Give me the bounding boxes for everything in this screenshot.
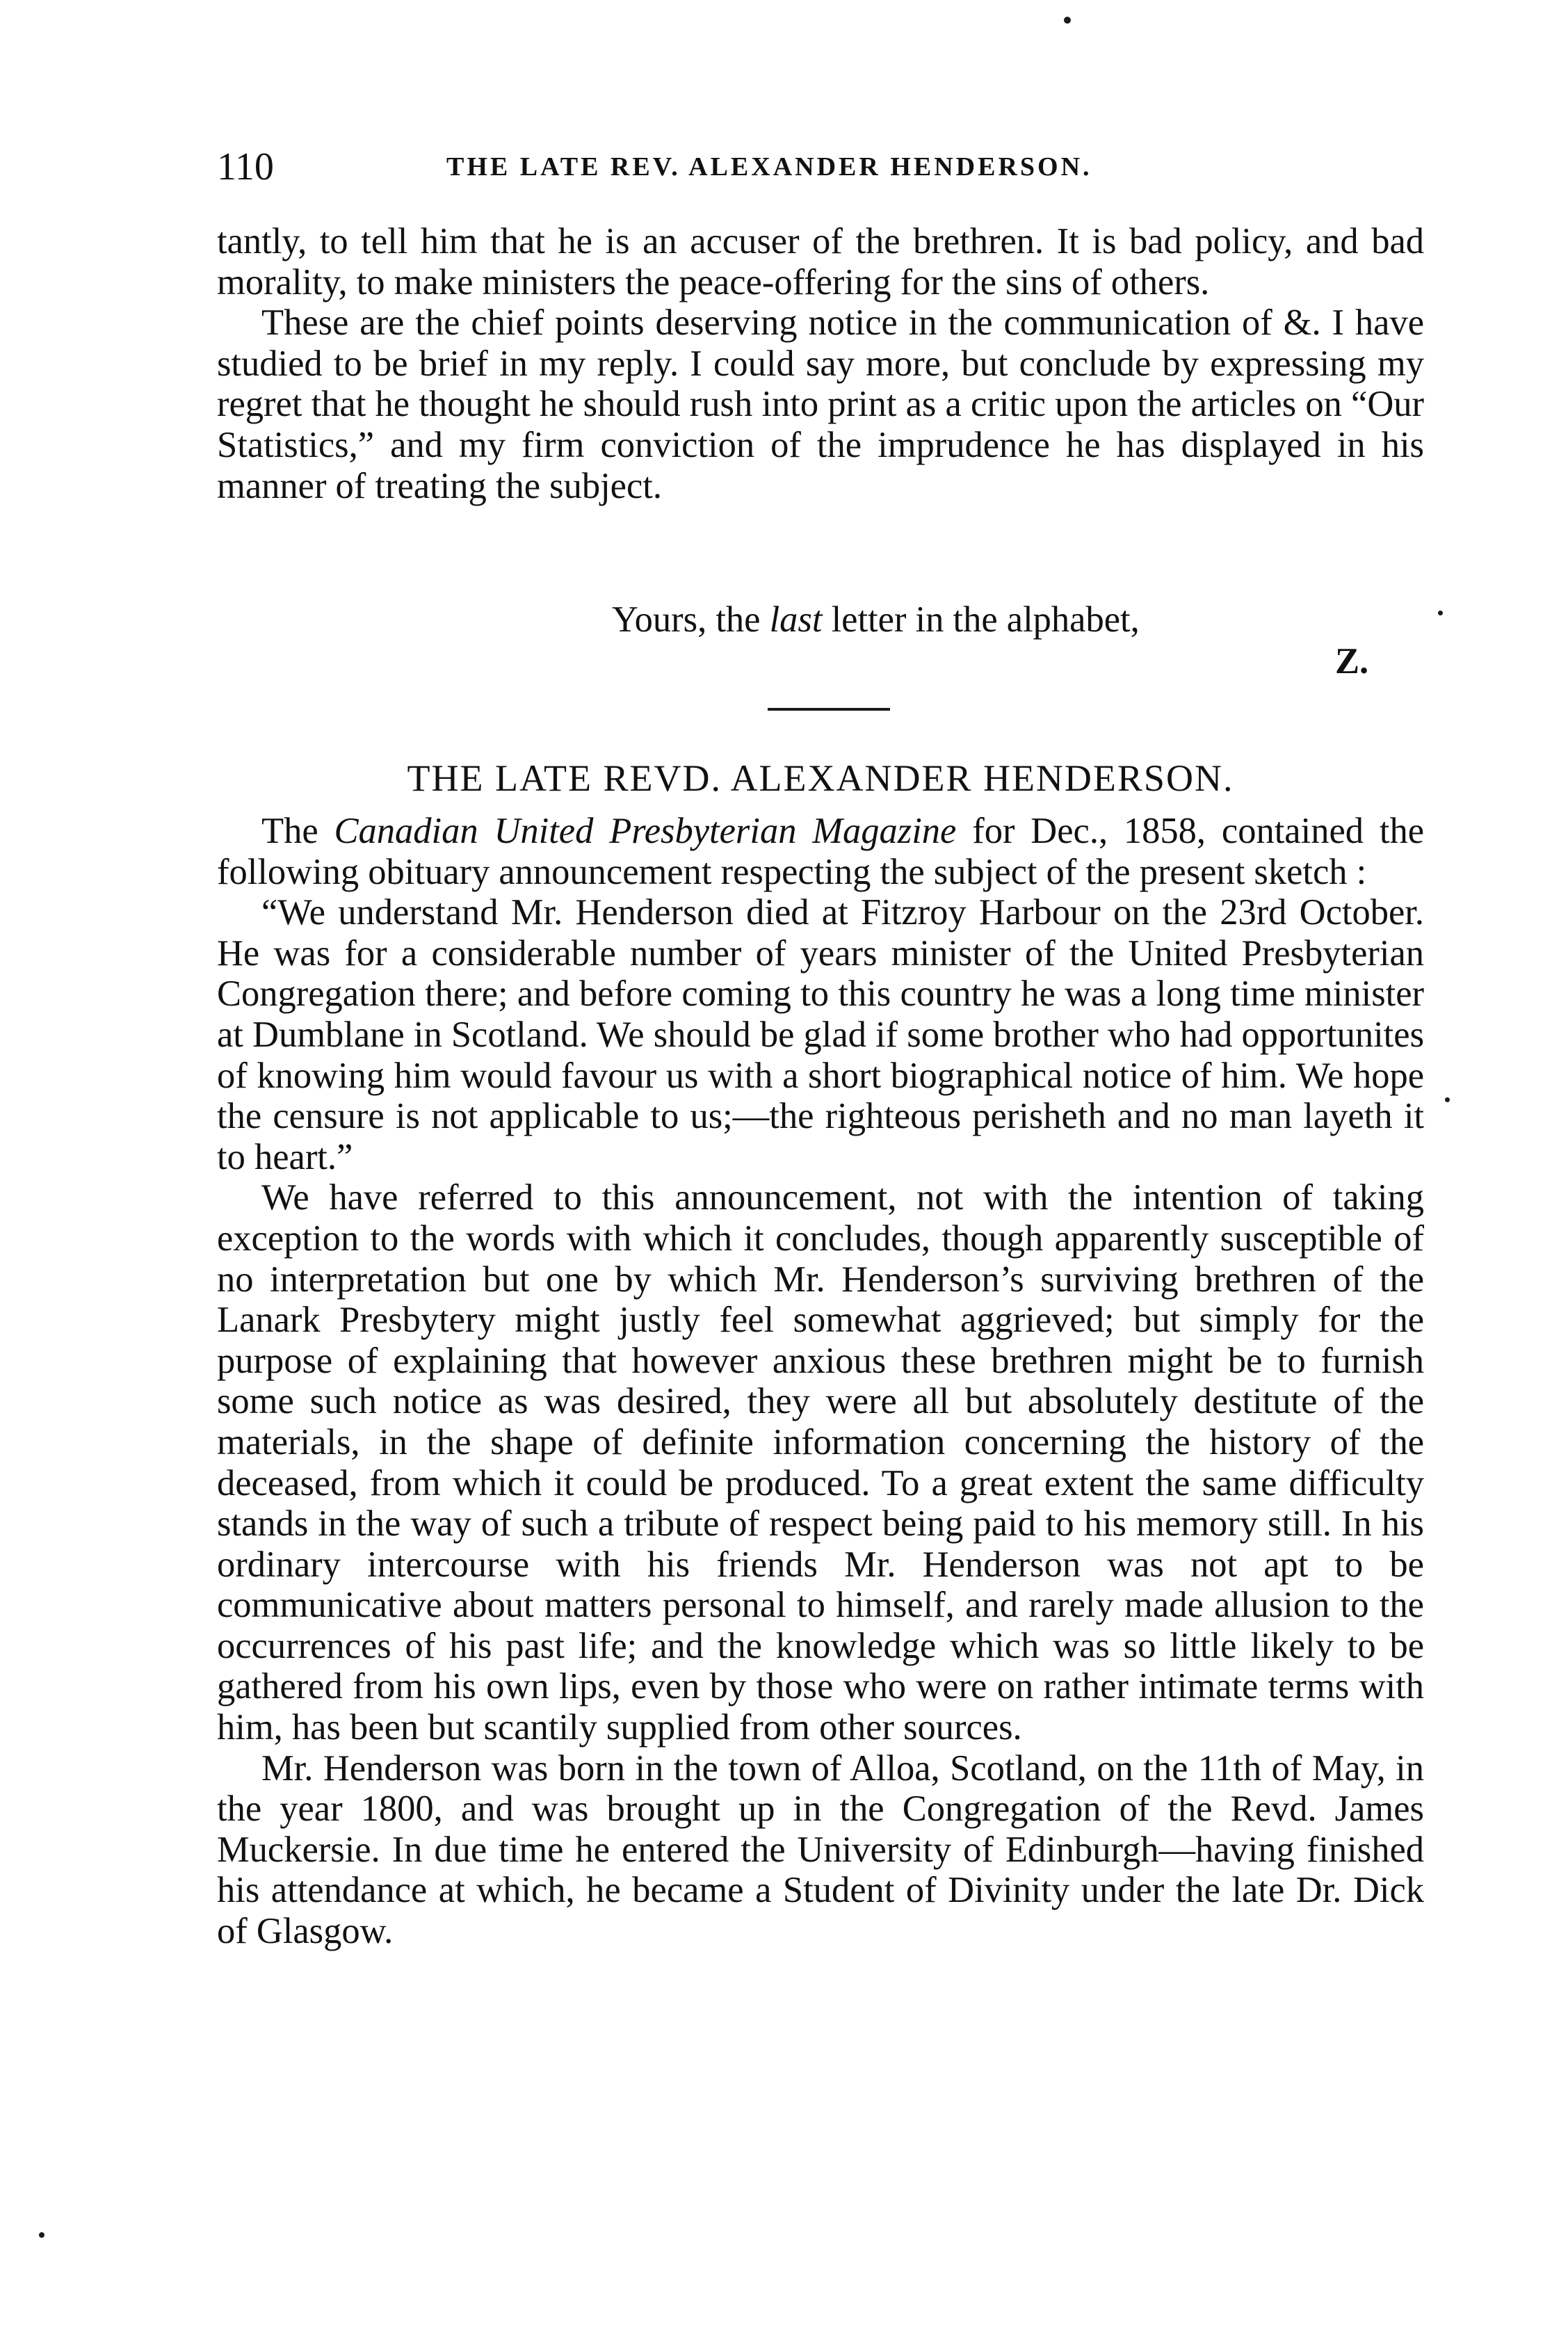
paragraph: These are the chief points deserving notice in the communication of &. I have studied to be brief in my reply. I could say more, but conclude by expressing my regret that he thought he should rush into print as a critic upon the articles on “Our Statistics,” and my firm conviction of the imprudence he has displayed in his manner of treating the subject. — [217, 302, 1424, 506]
letter-signature: Z. — [1335, 641, 1369, 681]
paragraph: Mr. Henderson was born in the town of Alloa, Scotland, on the 11th of May, in the year 1800, and was brought up in the Congregation of the Revd. James Muckersie. In due time he entered the University of Edinburgh—having finished his attendance at which, he became a Student of Divinity under the late Dr. Dick of Glasgow. — [217, 1748, 1424, 1952]
print-speck — [1445, 1097, 1450, 1102]
magazine-title: Canadian United Presbyterian Magazine — [334, 811, 957, 851]
paragraph: tantly, to tell him that he is an accuser of the brethren. It is bad policy, and bad morality, to make ministers the peace-offering for the sins of others. — [217, 221, 1424, 302]
section-divider — [768, 708, 890, 711]
paragraph: We have referred to this announcement, not with the intention of taking exception to the words with which it concludes, though apparently susceptible of no interpretation but one by which Mr. Henderson’s surviving brethren of the Lanark Presbytery might justly feel somewhat aggrieved; but simply for the purpose of explaining that however anxious these brethren might be to furnish some such notice as was desired, they were all but absolutely destitute of the materials, in the shape of definite information concerning the history of the deceased, from which it could be produced. To a great extent the same difficulty stands in the way of such a tribute of respect being paid to his memory still. In his ordinary intercourse with his friends Mr. Henderson was not apt to be communicative about matters personal to himself, and rarely made allusion to the occurrences of his past life; and the knowledge which was so little likely to be gathered from his own lips, even by those who were on rather intimate terms with him, has been but scantily supplied from other sources. — [217, 1177, 1424, 1748]
emphasis-word: last — [769, 599, 823, 640]
running-head: THE LATE REV. ALEXANDER HENDERSON. — [446, 152, 1092, 181]
quotation: “We understand Mr. Henderson died at Fitzroy Harbour on the 23rd October. He was for a considerable number of years minister of the United Presbyterian Congregation there; and before coming to this country he was a long time minister at Dumblane in Scotland. We should be glad if some brother who had opportunites of knowing him would favour us with a short biographical notice of him. We hope the censure is not applicable to us;—the righteous perisheth and no man layeth it to heart.” — [217, 892, 1424, 1177]
page-header — [217, 143, 1427, 191]
article-title: THE LATE REVD. ALEXANDER HENDERSON. — [407, 757, 1234, 799]
article-body — [217, 811, 1424, 1952]
print-speck — [39, 2232, 45, 2238]
letter-signoff: Yours, the last letter in the alphabet, — [612, 599, 1140, 640]
letter-closing-text — [217, 221, 1424, 506]
paragraph: The Canadian United Presbyterian Magazine for Dec., 1858, contained the following obituary announcement respecting the subject of the present sketch : — [217, 811, 1424, 892]
print-speck — [1064, 17, 1071, 24]
print-speck — [1438, 611, 1443, 615]
page-number: 110 — [217, 145, 274, 188]
